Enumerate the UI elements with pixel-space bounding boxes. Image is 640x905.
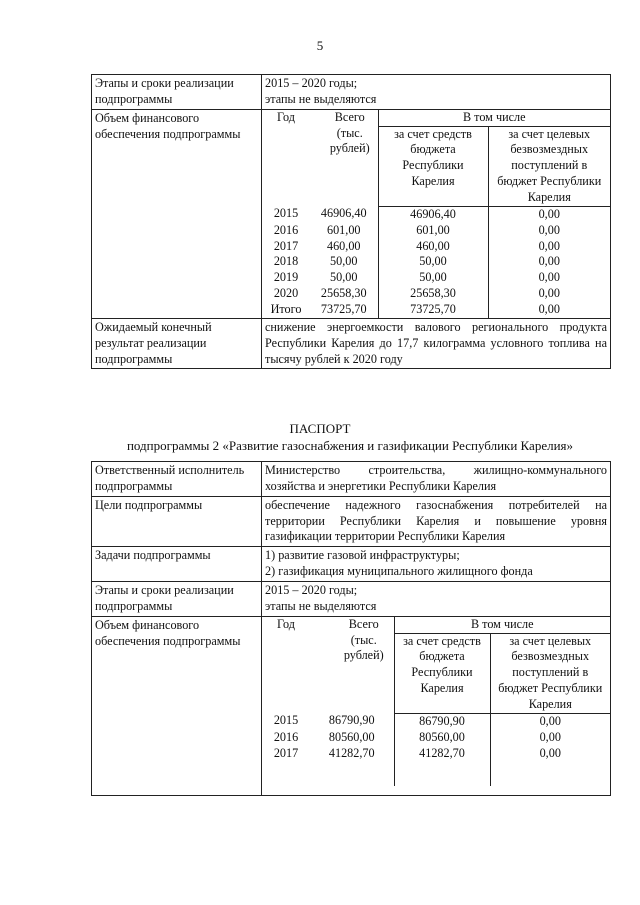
- row-budget: 73725,70: [378, 302, 488, 318]
- goals-label: Цели подпрограммы: [92, 496, 262, 547]
- row-budget: 80560,00: [394, 730, 490, 746]
- row-total: 73725,70: [320, 302, 367, 317]
- row-budget: 460,00: [378, 239, 488, 255]
- col-incl-header: В том числе: [378, 110, 610, 126]
- row-year: 2015: [273, 713, 299, 728]
- stages-value: [262, 582, 611, 617]
- col-year-header: Год: [277, 616, 295, 631]
- row-total: 86790,90: [328, 713, 375, 728]
- finance-table: [262, 110, 610, 318]
- row-grants: 0,00: [488, 206, 610, 222]
- row-total: 41282,70: [328, 745, 375, 760]
- finance-row: [92, 109, 611, 318]
- row-budget: 601,00: [378, 223, 488, 239]
- row-budget: 25658,30: [378, 286, 488, 302]
- row-year: 2016: [273, 729, 299, 744]
- col-year-header: Год: [277, 109, 295, 124]
- responsible-row: [92, 462, 611, 497]
- goals-value: обеспечение надежного газоснабжения потребителей на территории Республики Карелия и повышение уровня газификации территории Республики Карелия: [262, 496, 611, 547]
- col-grants-header: за счет целевых безвозмездных поступлений в бюджет Республики Карелия: [488, 126, 610, 206]
- row-year: 2016: [273, 222, 299, 237]
- tasks-row: [92, 547, 611, 582]
- row-grants: 0,00: [488, 286, 610, 302]
- tasks-label: Задачи подпрограммы: [92, 547, 262, 582]
- tasks-value: [262, 547, 611, 582]
- table-row: [262, 254, 610, 270]
- col-incl-header: В том числе: [394, 617, 610, 633]
- responsible-value: Министерство строительства, жилищно-коммунального хозяйства и энергетики Республики Карелия: [262, 462, 611, 497]
- row-total: 50,00: [330, 270, 358, 285]
- row-budget: 50,00: [378, 270, 488, 286]
- stages-note: этапы не выделяются: [265, 91, 377, 106]
- table-row: [262, 223, 610, 239]
- passport-title: ПАСПОРТ: [289, 421, 351, 436]
- stages-years: 2015 – 2020 годы;: [265, 583, 358, 598]
- table-row-total: [262, 302, 610, 318]
- stages-value: [262, 75, 611, 110]
- row-total: 25658,30: [320, 286, 367, 301]
- responsible-label: Ответственный исполнитель подпрограммы: [92, 462, 262, 497]
- col-budget-header: за счет средств бюджета Республики Карелия: [394, 633, 490, 713]
- table-row: [262, 270, 610, 286]
- result-row: [92, 318, 611, 369]
- stages-row: [92, 582, 611, 617]
- row-grants: 0,00: [488, 239, 610, 255]
- finance-value: [262, 109, 611, 318]
- row-total: 601,00: [326, 222, 361, 237]
- col-total-header: Всего (тыс. рублей): [329, 109, 370, 156]
- table-row: [262, 239, 610, 255]
- task-1: 1) развитие газовой инфраструктуры;: [265, 548, 460, 563]
- row-grants: 0,00: [490, 730, 610, 746]
- finance-label: Объем финансового обеспечения подпрограммы: [92, 616, 262, 795]
- finance-row: [92, 616, 611, 795]
- row-grants: 0,00: [488, 270, 610, 286]
- row-budget: 46906,40: [378, 206, 488, 222]
- table-row: [262, 206, 610, 222]
- row-total: 460,00: [326, 238, 361, 253]
- row-grants: 0,00: [488, 302, 610, 318]
- row-grants: 0,00: [488, 254, 610, 270]
- col-total-header: Всего (тыс. рублей): [343, 616, 384, 663]
- result-value: снижение энергоемкости валового регионального продукта Республики Карелия до 17,7 килограмма условного топлива на тысячу рублей к 2020 году: [262, 318, 611, 369]
- row-year: Итого: [270, 302, 302, 317]
- col-budget-header: за счет средств бюджета Республики Карелия: [378, 126, 488, 206]
- row-year: 2019: [273, 270, 299, 285]
- row-year: 2017: [273, 745, 299, 760]
- row-year: 2015: [273, 206, 299, 221]
- page-number: 5: [316, 38, 324, 53]
- row-grants: 0,00: [488, 223, 610, 239]
- goals-row: [92, 496, 611, 547]
- row-total: 50,00: [330, 254, 358, 269]
- passport-subtitle: подпрограммы 2 «Развитие газоснабжения и газификации Республики Карелия»: [126, 438, 574, 453]
- row-year: 2018: [273, 254, 299, 269]
- row-budget: 41282,70: [394, 746, 490, 786]
- subprogram-1-table: [91, 74, 611, 369]
- row-budget: 86790,90: [394, 713, 490, 729]
- result-label: Ожидаемый конечный результат реализации подпрограммы: [92, 318, 262, 369]
- stages-years: 2015 – 2020 годы;: [265, 76, 358, 90]
- row-grants: 0,00: [490, 713, 610, 729]
- row-year: 2017: [273, 238, 299, 253]
- col-grants-header: за счет целевых безвозмездных поступлений в бюджет Республики Карелия: [490, 633, 610, 713]
- row-grants: 0,00: [490, 746, 610, 786]
- table-row: [262, 286, 610, 302]
- finance-label: Объем финансового обеспечения подпрограммы: [92, 109, 262, 318]
- passport-table: [91, 461, 611, 796]
- table-row: [262, 746, 610, 786]
- stages-note: этапы не выделяются: [265, 598, 377, 613]
- row-year: 2020: [273, 286, 299, 301]
- stages-row: [92, 75, 611, 110]
- row-budget: 50,00: [378, 254, 488, 270]
- task-2: 2) газификация муниципального жилищного фонда: [265, 564, 533, 579]
- table-row: [262, 730, 610, 746]
- row-total: 46906,40: [320, 206, 367, 221]
- table-row: [262, 713, 610, 729]
- row-total: 80560,00: [328, 729, 375, 744]
- finance-value: [262, 616, 611, 795]
- stages-label: Этапы и сроки реализации подпрограммы: [92, 582, 262, 617]
- stages-label: Этапы и сроки реализации подпрограммы: [92, 75, 262, 110]
- finance-table: [262, 617, 610, 786]
